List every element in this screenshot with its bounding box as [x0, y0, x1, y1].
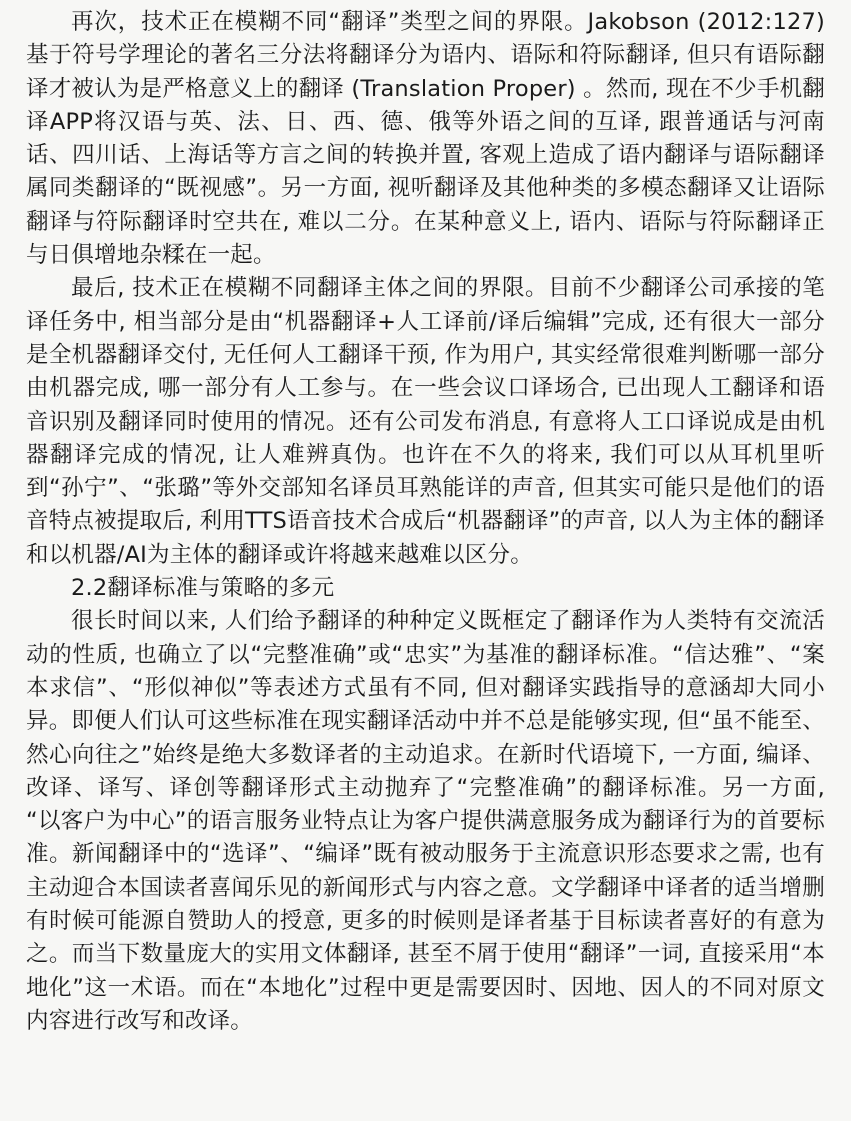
paragraph-translation-subjects: 最后, 技术正在模糊不同翻译主体之间的界限。目前不少翻译公司承接的笔译任务中, 相当部分是由“机器翻译+人工译前/译后编辑”完成, 还有很大一部分是全机器翻译交付, 无任何人工翻译干预, 作为用户, 其实经常很难判断哪一部分由机器完成, 哪一部分有人工参与。在一些会议口译场合, 已出现人工翻译和语音识别及翻译同时使用的情况。还有公司发布消息, 有意将人工口译说成是由机器翻译完成的情况, 让人难辨真伪。也许在不久的将来, 我们可以从耳机里听到“孙宁”、“张璐”等外交部知名译员耳熟能详的声音, 但其实可能只是他们的语音特点被提取后, 利用TTS语音技术合成后“机器翻译”的声音, 以人为主体的翻译和以机器/AI为主体的翻译或许将越来越难以区分。: [26, 275, 825, 568]
section-heading: 2.2翻译标准与策略的多元: [71, 575, 335, 602]
paragraph-translation-standards: 很长时间以来, 人们给予翻译的种种定义既框定了翻译作为人类特有交流活动的性质, 也确立了以“完整准确”或“忠实”为基准的翻译标准。“信达雅”、“案本求信”、“形似神似”等表述方式虽有不同, 但对翻译实践指导的意涵却大同小异。即便人们认可这些标准在现实翻译活动中并不总是能够实现, 但“虽不能至、然心向往之”始终是绝大多数译者的主动追求。在新时代语境下, 一方面, 编译、改译、译写、译创等翻译形式主动抛弃了“完整准确”的翻译标准。另一方面, “以客户为中心”的语言服务业特点让为客户提供满意服务成为翻译行为的首要标准。新闻翻译中的“选译”、“编译”既有被动服务于主流意识形态要求之需, 也有主动迎合本国读者喜闻乐见的新闻形式与内容之意。文学翻译中译者的适当增删有时候可能源自赞助人的授意, 更多的时候则是译者基于目标读者喜好的有意为之。而当下数量庞大的实用文体翻译, 甚至不屑于使用“翻译”一词, 直接采用“本地化”这一术语。而在“本地化”过程中更是需要因时、因地、因人的不同对原文内容进行改写和改译。: [26, 608, 825, 1034]
paragraph-translation-types: 再次，技术正在模糊不同“翻译”类型之间的界限。Jakobson (2012:127) 基于符号学理论的著名三分法将翻译分为语内、语际和符际翻译, 但只有语际翻译才被认为是严格意义上的翻译 (Translation Proper) 。然而, 现在不少手机翻译APP将汉语与英、法、日、西、德、俄等外语之间的互译, 跟普通话与河南话、四川话、上海话等方言之间的转换并置, 客观上造成了语内翻译与语际翻译属同类翻译的“既视感”。另一方面, 视听翻译及其他种类的多模态翻译又让语际翻译与符际翻译时空共在, 难以二分。在某种意义上, 语内、语际与符际翻译正与日俱增地杂糅在一起。: [26, 9, 825, 269]
